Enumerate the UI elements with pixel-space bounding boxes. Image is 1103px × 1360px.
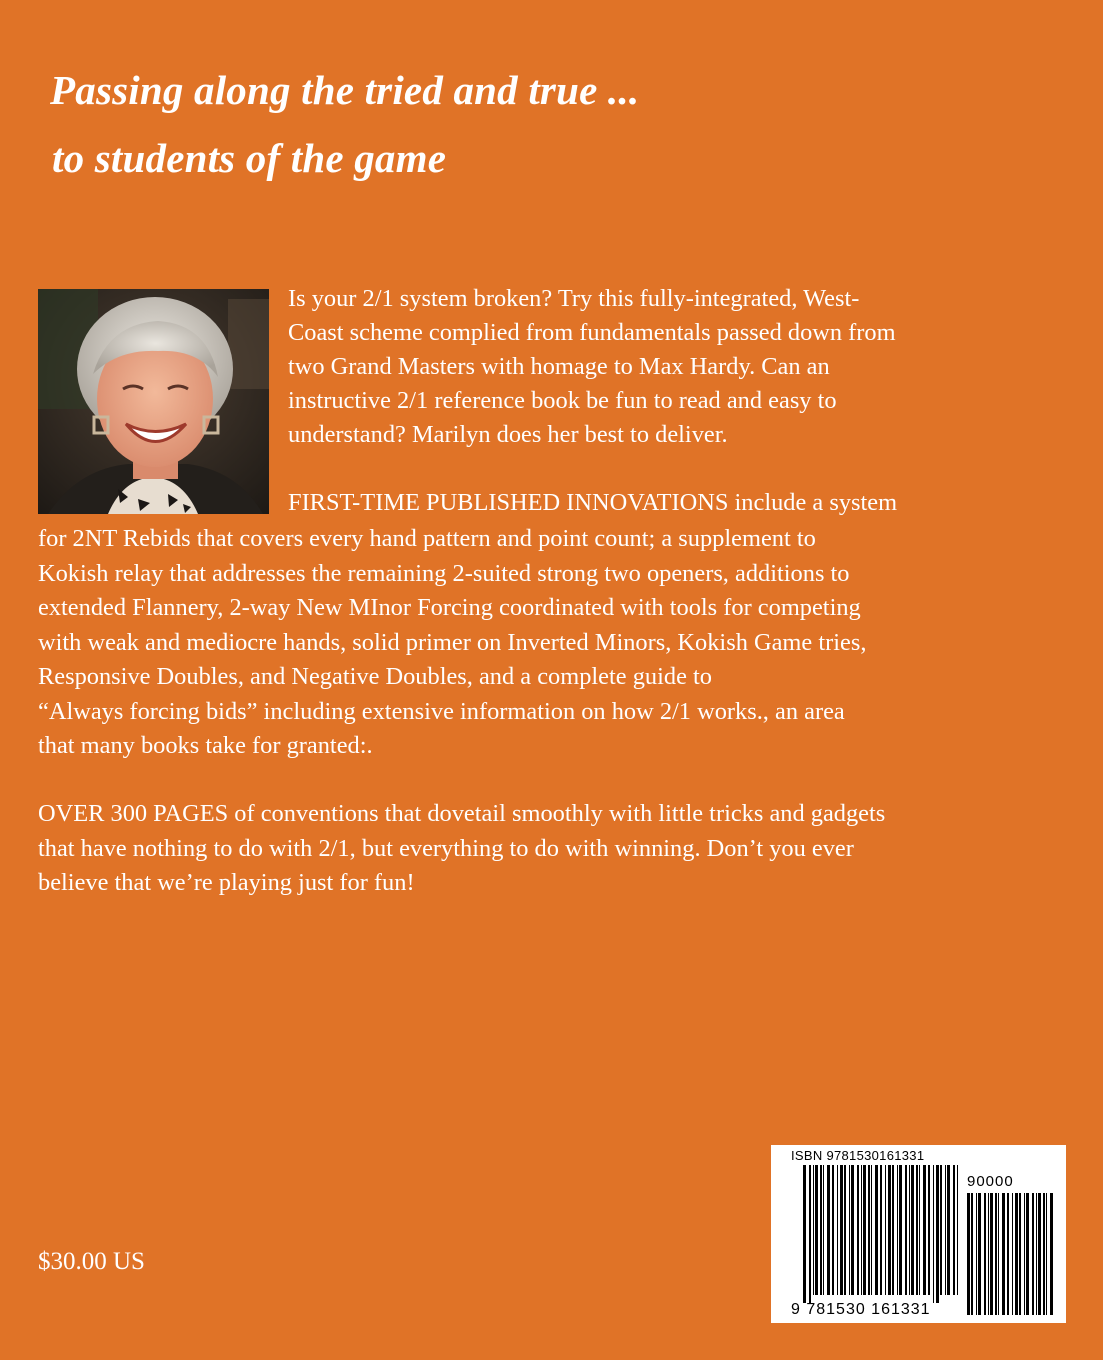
barcode-bar bbox=[851, 1165, 854, 1295]
barcode-bar bbox=[857, 1165, 859, 1295]
barcode-bar bbox=[844, 1165, 846, 1295]
barcode-bar bbox=[984, 1193, 986, 1315]
tagline bbox=[50, 56, 639, 192]
barcode-bar bbox=[1002, 1193, 1005, 1315]
barcode-bar bbox=[909, 1165, 910, 1295]
barcode-bar bbox=[978, 1193, 981, 1315]
barcode-bar bbox=[998, 1193, 999, 1315]
addon-digits: 90000 bbox=[967, 1173, 1014, 1190]
barcode-bar bbox=[888, 1165, 891, 1295]
barcode-bar bbox=[1032, 1193, 1034, 1315]
barcode-bar bbox=[868, 1165, 870, 1295]
paragraph-1-line: understand? Marilyn does her best to deliver. bbox=[288, 421, 728, 448]
barcode-bar bbox=[827, 1165, 830, 1295]
barcode-bar bbox=[957, 1165, 958, 1295]
barcode-bar bbox=[813, 1165, 814, 1295]
barcode-bar bbox=[967, 1193, 970, 1315]
paragraph-3-line: that have nothing to do with 2/1, but everything to do with winning. Don’t you ever bbox=[38, 834, 854, 862]
barcode-bar bbox=[871, 1165, 872, 1295]
barcode-bar bbox=[899, 1165, 902, 1295]
paragraph-1 bbox=[288, 282, 1068, 520]
barcode-bar bbox=[875, 1165, 878, 1295]
barcode-bar bbox=[1012, 1193, 1013, 1315]
barcode-bar bbox=[1026, 1193, 1029, 1315]
barcode-bar bbox=[840, 1165, 843, 1295]
barcode-bar bbox=[1019, 1193, 1021, 1315]
author-portrait-image bbox=[38, 289, 269, 514]
barcode-bar bbox=[1038, 1193, 1041, 1315]
barcode-bar bbox=[892, 1165, 894, 1295]
barcode-bar bbox=[988, 1193, 989, 1315]
paragraph-1-line: Coast scheme complied from fundamentals passed down from bbox=[288, 319, 896, 346]
paragraph-1-line: Is your 2/1 system broken? Try this fully-integrated, West- bbox=[288, 285, 860, 312]
barcode-bar bbox=[923, 1165, 926, 1295]
paragraph-3-line: believe that we’re playing just for fun! bbox=[38, 869, 415, 896]
barcode-bar bbox=[945, 1165, 946, 1295]
barcode-bar bbox=[911, 1165, 914, 1295]
paragraph-2-first-line: FIRST-TIME PUBLISHED INNOVATIONS include a system bbox=[288, 489, 898, 516]
barcode-bar bbox=[971, 1193, 973, 1315]
barcode-bar bbox=[820, 1165, 822, 1295]
barcode-bar bbox=[916, 1165, 918, 1295]
barcode-digits: 9 781530 161331 bbox=[791, 1301, 931, 1318]
barcode-bar bbox=[905, 1165, 907, 1295]
tagline-line-2: to students of the game bbox=[52, 135, 447, 181]
paragraph-3-line: OVER 300 PAGES of conventions that dovetail smoothly with little tricks and gadgets bbox=[38, 800, 886, 827]
barcode-bar bbox=[1050, 1193, 1053, 1315]
barcode-bar bbox=[803, 1165, 806, 1303]
barcode-bar bbox=[823, 1165, 824, 1295]
barcode-bar bbox=[940, 1165, 942, 1295]
paragraph-2 bbox=[38, 522, 866, 764]
barcode-bar bbox=[863, 1165, 866, 1295]
barcode-bar bbox=[933, 1165, 934, 1303]
paragraph-2-line: for 2NT Rebids that covers every hand pattern and point count; a supplement to bbox=[38, 525, 816, 552]
barcode-bars bbox=[771, 1145, 1066, 1323]
isbn-label: ISBN 9781530161331 bbox=[791, 1148, 925, 1163]
barcode-bar bbox=[995, 1193, 997, 1315]
barcode-bar bbox=[837, 1165, 838, 1295]
barcode-bar bbox=[990, 1193, 993, 1315]
barcode-bar bbox=[936, 1165, 939, 1303]
paragraph-1-line: instructive 2/1 reference book be fun to read and easy to bbox=[288, 387, 837, 414]
paragraph-2-line: that many books take for granted:. bbox=[38, 732, 373, 759]
paragraph-1-line: two Grand Masters with homage to Max Hardy. Can an bbox=[288, 353, 830, 380]
isbn-barcode bbox=[771, 1145, 1066, 1323]
barcode-bar bbox=[885, 1165, 886, 1295]
barcode-bar bbox=[809, 1165, 811, 1303]
tagline-line-1: Passing along the tried and true ... bbox=[50, 67, 640, 113]
paragraph-2-line: Responsive Doubles, and Negative Doubles, and a complete guide to bbox=[38, 663, 712, 690]
barcode-bar bbox=[1046, 1193, 1047, 1315]
paragraph-2-line: with weak and mediocre hands, solid primer on Inverted Minors, Kokish Game tries, bbox=[38, 628, 867, 656]
paragraph-2-line: extended Flannery, 2-way New MInor Forcing coordinated with tools for competing bbox=[38, 594, 861, 621]
price: $30.00 US bbox=[38, 1248, 145, 1275]
barcode-bar bbox=[1024, 1193, 1025, 1315]
barcode-bar bbox=[897, 1165, 898, 1295]
barcode-bar bbox=[861, 1165, 862, 1295]
barcode-bar bbox=[1036, 1193, 1037, 1315]
barcode-bar bbox=[880, 1165, 882, 1295]
author-photo bbox=[38, 289, 269, 514]
paragraph-3 bbox=[38, 797, 885, 901]
barcode-bar bbox=[1043, 1193, 1045, 1315]
barcode-bar bbox=[976, 1193, 977, 1315]
barcode-bar bbox=[928, 1165, 930, 1295]
barcode-bar bbox=[849, 1165, 850, 1295]
barcode-bar bbox=[815, 1165, 818, 1295]
barcode-bar bbox=[1015, 1193, 1018, 1315]
barcode-bar bbox=[919, 1165, 920, 1295]
paragraph-2-line: Kokish relay that addresses the remaining 2-suited strong two openers, additions to bbox=[38, 559, 850, 587]
barcode-bar bbox=[832, 1165, 834, 1295]
barcode-bar bbox=[953, 1165, 955, 1295]
barcode-bar bbox=[1007, 1193, 1009, 1315]
barcode-bar bbox=[947, 1165, 950, 1295]
paragraph-2-line: “Always forcing bids” including extensive information on how 2/1 works., an area bbox=[38, 697, 845, 725]
